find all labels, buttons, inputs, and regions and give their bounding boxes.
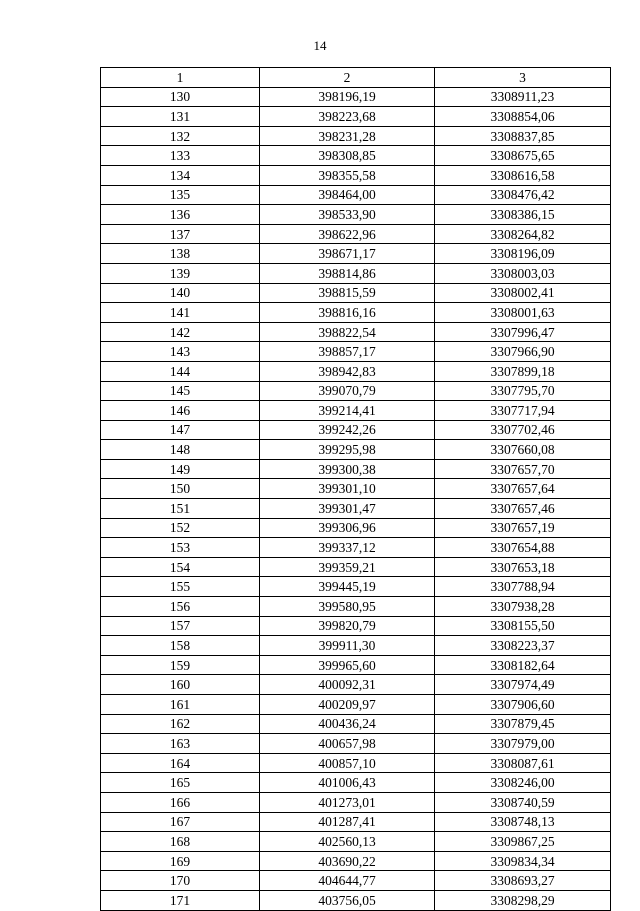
x-coordinate-cell: 404644,77 (260, 871, 435, 891)
table-row (101, 792, 611, 812)
table-header (101, 68, 611, 88)
y-coordinate-cell: 3308837,85 (435, 126, 611, 146)
table-row (101, 636, 611, 656)
point-number-cell: 155 (101, 577, 260, 597)
table-row (101, 87, 611, 107)
x-coordinate-cell: 399337,12 (260, 538, 435, 558)
y-coordinate-cell: 3307788,94 (435, 577, 611, 597)
point-number-cell: 153 (101, 538, 260, 558)
table-row (101, 126, 611, 146)
x-coordinate-cell: 398814,86 (260, 263, 435, 283)
y-coordinate-cell: 3307657,64 (435, 479, 611, 499)
y-coordinate-cell: 3307879,45 (435, 714, 611, 734)
table-row (101, 655, 611, 675)
table-row (101, 734, 611, 754)
x-coordinate-cell: 400209,97 (260, 695, 435, 715)
table-row (101, 342, 611, 362)
point-number-cell: 147 (101, 420, 260, 440)
x-coordinate-cell: 400092,31 (260, 675, 435, 695)
y-coordinate-cell: 3308246,00 (435, 773, 611, 793)
table-row (101, 420, 611, 440)
point-number-cell: 160 (101, 675, 260, 695)
x-coordinate-cell: 398533,90 (260, 205, 435, 225)
header-col-2: 2 (260, 68, 435, 88)
point-number-cell: 154 (101, 557, 260, 577)
x-coordinate-cell: 399242,26 (260, 420, 435, 440)
table-body (101, 87, 611, 910)
x-coordinate-cell: 398223,68 (260, 107, 435, 127)
x-coordinate-cell: 399911,30 (260, 636, 435, 656)
table-row (101, 675, 611, 695)
x-coordinate-cell: 399301,10 (260, 479, 435, 499)
table-row (101, 616, 611, 636)
point-number-cell: 148 (101, 440, 260, 460)
point-number-cell: 144 (101, 361, 260, 381)
y-coordinate-cell: 3309834,34 (435, 851, 611, 871)
point-number-cell: 149 (101, 459, 260, 479)
table-row (101, 518, 611, 538)
x-coordinate-cell: 399580,95 (260, 597, 435, 617)
y-coordinate-cell: 3308911,23 (435, 87, 611, 107)
x-coordinate-cell: 399214,41 (260, 401, 435, 421)
point-number-cell: 169 (101, 851, 260, 871)
table-row (101, 753, 611, 773)
point-number-cell: 163 (101, 734, 260, 754)
point-number-cell: 141 (101, 303, 260, 323)
point-number-cell: 138 (101, 244, 260, 264)
table-row (101, 890, 611, 910)
y-coordinate-cell: 3307996,47 (435, 322, 611, 342)
table-row (101, 597, 611, 617)
point-number-cell: 152 (101, 518, 260, 538)
y-coordinate-cell: 3308740,59 (435, 792, 611, 812)
point-number-cell: 137 (101, 224, 260, 244)
x-coordinate-cell: 403690,22 (260, 851, 435, 871)
table-row (101, 381, 611, 401)
x-coordinate-cell: 398857,17 (260, 342, 435, 362)
y-coordinate-cell: 3307979,00 (435, 734, 611, 754)
x-coordinate-cell: 398822,54 (260, 322, 435, 342)
point-number-cell: 151 (101, 499, 260, 519)
y-coordinate-cell: 3307795,70 (435, 381, 611, 401)
table-row (101, 185, 611, 205)
y-coordinate-cell: 3308854,06 (435, 107, 611, 127)
point-number-cell: 168 (101, 832, 260, 852)
table-row (101, 459, 611, 479)
x-coordinate-cell: 399965,60 (260, 655, 435, 675)
table-row (101, 832, 611, 852)
y-coordinate-cell: 3308748,13 (435, 812, 611, 832)
table-row (101, 165, 611, 185)
y-coordinate-cell: 3308182,64 (435, 655, 611, 675)
x-coordinate-cell: 399295,98 (260, 440, 435, 460)
point-number-cell: 131 (101, 107, 260, 127)
table-row (101, 577, 611, 597)
y-coordinate-cell: 3308693,27 (435, 871, 611, 891)
y-coordinate-cell: 3307974,49 (435, 675, 611, 695)
table-row (101, 146, 611, 166)
y-coordinate-cell: 3307660,08 (435, 440, 611, 460)
point-number-cell: 162 (101, 714, 260, 734)
y-coordinate-cell: 3308087,61 (435, 753, 611, 773)
y-coordinate-cell: 3308223,37 (435, 636, 611, 656)
point-number-cell: 159 (101, 655, 260, 675)
y-coordinate-cell: 3308155,50 (435, 616, 611, 636)
x-coordinate-cell: 398671,17 (260, 244, 435, 264)
table-row (101, 224, 611, 244)
table-row (101, 205, 611, 225)
x-coordinate-cell: 399070,79 (260, 381, 435, 401)
table-row (101, 479, 611, 499)
point-number-cell: 156 (101, 597, 260, 617)
point-number-cell: 150 (101, 479, 260, 499)
x-coordinate-cell: 401006,43 (260, 773, 435, 793)
point-number-cell: 134 (101, 165, 260, 185)
x-coordinate-cell: 398942,83 (260, 361, 435, 381)
point-number-cell: 145 (101, 381, 260, 401)
point-number-cell: 142 (101, 322, 260, 342)
y-coordinate-cell: 3307654,88 (435, 538, 611, 558)
table-row (101, 244, 611, 264)
table-row (101, 851, 611, 871)
y-coordinate-cell: 3307717,94 (435, 401, 611, 421)
x-coordinate-cell: 402560,13 (260, 832, 435, 852)
page-number: 14 (313, 38, 327, 53)
x-coordinate-cell: 398308,85 (260, 146, 435, 166)
x-coordinate-cell: 399306,96 (260, 518, 435, 538)
table-row (101, 361, 611, 381)
point-number-cell: 133 (101, 146, 260, 166)
point-number-cell: 167 (101, 812, 260, 832)
table-row (101, 773, 611, 793)
table-row (101, 440, 611, 460)
table-row (101, 695, 611, 715)
x-coordinate-cell: 399301,47 (260, 499, 435, 519)
table-row (101, 499, 611, 519)
y-coordinate-cell: 3308003,03 (435, 263, 611, 283)
y-coordinate-cell: 3308001,63 (435, 303, 611, 323)
point-number-cell: 135 (101, 185, 260, 205)
y-coordinate-cell: 3308298,29 (435, 890, 611, 910)
point-number-cell: 165 (101, 773, 260, 793)
x-coordinate-cell: 400657,98 (260, 734, 435, 754)
y-coordinate-cell: 3308196,09 (435, 244, 611, 264)
table-row (101, 283, 611, 303)
y-coordinate-cell: 3307906,60 (435, 695, 611, 715)
header-row (101, 68, 611, 88)
point-number-cell: 170 (101, 871, 260, 891)
point-number-cell: 158 (101, 636, 260, 656)
y-coordinate-cell: 3307966,90 (435, 342, 611, 362)
table-row (101, 263, 611, 283)
x-coordinate-cell: 398355,58 (260, 165, 435, 185)
y-coordinate-cell: 3308675,65 (435, 146, 611, 166)
x-coordinate-cell: 398816,16 (260, 303, 435, 323)
x-coordinate-cell: 398196,19 (260, 87, 435, 107)
point-number-cell: 146 (101, 401, 260, 421)
x-coordinate-cell: 403756,05 (260, 890, 435, 910)
x-coordinate-cell: 400857,10 (260, 753, 435, 773)
x-coordinate-cell: 399359,21 (260, 557, 435, 577)
x-coordinate-cell: 398815,59 (260, 283, 435, 303)
x-coordinate-cell: 398464,00 (260, 185, 435, 205)
y-coordinate-cell: 3307899,18 (435, 361, 611, 381)
y-coordinate-cell: 3308386,15 (435, 205, 611, 225)
x-coordinate-cell: 399820,79 (260, 616, 435, 636)
y-coordinate-cell: 3307702,46 (435, 420, 611, 440)
table-row (101, 871, 611, 891)
y-coordinate-cell: 3307653,18 (435, 557, 611, 577)
y-coordinate-cell: 3307938,28 (435, 597, 611, 617)
x-coordinate-cell: 401273,01 (260, 792, 435, 812)
point-number-cell: 157 (101, 616, 260, 636)
table-row (101, 401, 611, 421)
point-number-cell: 171 (101, 890, 260, 910)
point-number-cell: 164 (101, 753, 260, 773)
x-coordinate-cell: 400436,24 (260, 714, 435, 734)
y-coordinate-cell: 3308476,42 (435, 185, 611, 205)
x-coordinate-cell: 399445,19 (260, 577, 435, 597)
y-coordinate-cell: 3308616,58 (435, 165, 611, 185)
x-coordinate-cell: 398622,96 (260, 224, 435, 244)
y-coordinate-cell: 3308264,82 (435, 224, 611, 244)
x-coordinate-cell: 401287,41 (260, 812, 435, 832)
y-coordinate-cell: 3307657,70 (435, 459, 611, 479)
x-coordinate-cell: 398231,28 (260, 126, 435, 146)
point-number-cell: 130 (101, 87, 260, 107)
y-coordinate-cell: 3308002,41 (435, 283, 611, 303)
header-col-1: 1 (101, 68, 260, 88)
y-coordinate-cell: 3309867,25 (435, 832, 611, 852)
point-number-cell: 139 (101, 263, 260, 283)
x-coordinate-cell: 399300,38 (260, 459, 435, 479)
table-row (101, 714, 611, 734)
table-row (101, 538, 611, 558)
point-number-cell: 140 (101, 283, 260, 303)
point-number-cell: 166 (101, 792, 260, 812)
y-coordinate-cell: 3307657,46 (435, 499, 611, 519)
coordinates-table (100, 67, 611, 911)
point-number-cell: 132 (101, 126, 260, 146)
table-row (101, 557, 611, 577)
table-row (101, 812, 611, 832)
point-number-cell: 161 (101, 695, 260, 715)
table-row (101, 107, 611, 127)
point-number-cell: 143 (101, 342, 260, 362)
table-row (101, 303, 611, 323)
y-coordinate-cell: 3307657,19 (435, 518, 611, 538)
point-number-cell: 136 (101, 205, 260, 225)
table-row (101, 322, 611, 342)
header-col-3: 3 (435, 68, 611, 88)
